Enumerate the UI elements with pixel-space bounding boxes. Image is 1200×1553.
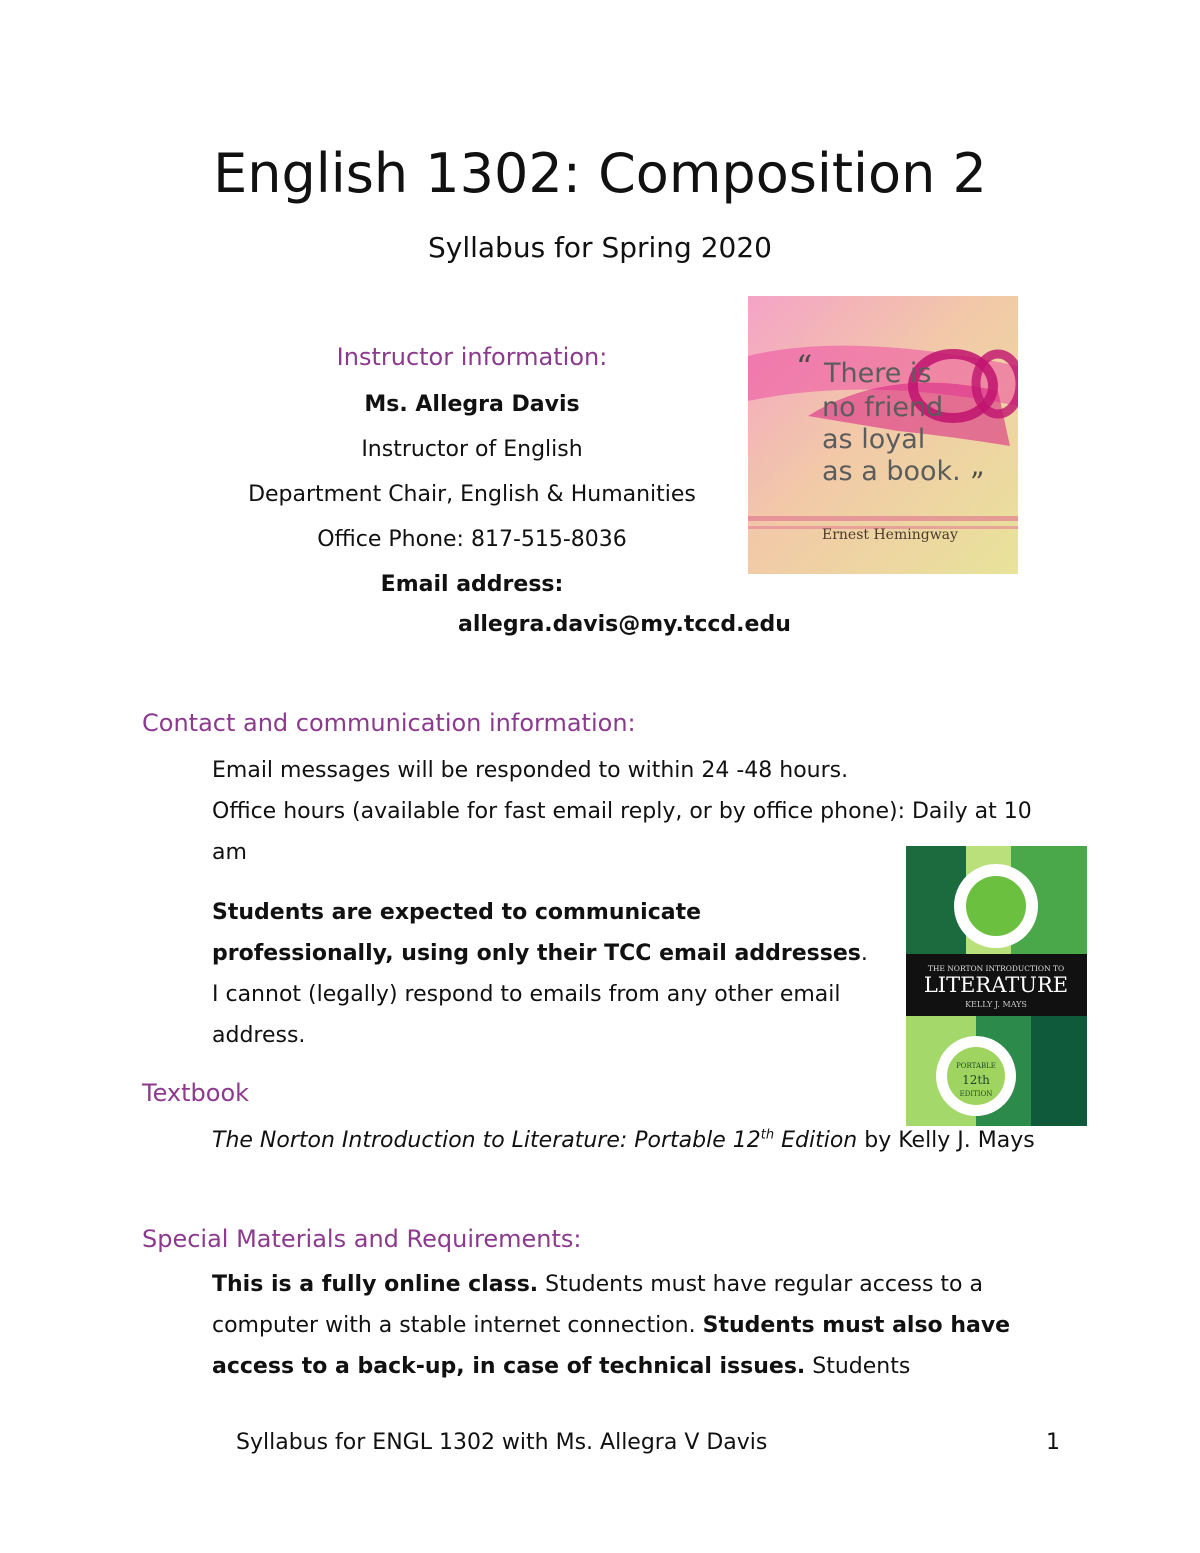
quote-close-mark: ” [970,466,985,499]
quote-author: Ernest Hemingway [822,527,958,543]
instructor-phone: Office Phone: 817-515-8036 [317,527,627,552]
backup-notice: Students must also have access to a back-up, in case of technical issues. [212,1313,1011,1379]
quote-open-mark: “ [796,348,813,386]
textbook-heading: Textbook [142,1079,250,1107]
quote-image-art [748,296,1018,574]
professional-rest-text: . I cannot (legally) respond to emails from any other email address. [212,941,868,1048]
email-label: Email address: [380,572,564,597]
instructor-heading: Instructor information: [336,343,608,371]
instructor-role: Instructor of English [361,437,583,462]
textbook-author: by Kelly J. Mays [857,1128,1035,1153]
office-hours-text: Office hours (available for fast email reply, or by office phone): Daily at 10 am [212,799,1032,865]
response-time-text: Email messages will be responded to within 24 -48 hours. [212,758,849,783]
computer-access-text: Students must have regular access to a computer with a stable internet connection. [212,1272,983,1338]
instructor-department: Department Chair, English & Humanities [248,482,696,507]
quote-line-4: as a book. [822,456,961,487]
instructor-email[interactable]: allegra.davis@my.tccd.edu [458,612,791,637]
hemingway-quote-image [748,296,1018,574]
page-number: 1 [1046,1430,1060,1455]
quote-line-1: There is [824,358,932,389]
instructor-info-block [172,335,772,607]
professional-bold-text: Students are expected to communicate professionally, using only their TCC email addresses [212,900,861,966]
quote-line-3: as loyal [822,424,926,455]
instructor-name: Ms. Allegra Davis [364,392,580,417]
special-materials-body [212,1264,1062,1387]
quote-line-2: no friend [822,392,944,423]
norton-book-cover [906,846,1087,1126]
special-materials-heading: Special Materials and Requirements: [142,1225,582,1253]
textbook-edition: Edition [774,1128,858,1153]
students-trailing-text: Students [805,1354,911,1379]
textbook-title: The Norton Introduction to Literature: Portable 12 [212,1128,761,1153]
contact-heading: Contact and communication information: [142,709,636,737]
professional-communication-text [212,892,872,1056]
cover-edition-word: PORTABLE [956,1062,996,1070]
textbook-citation [212,1120,1052,1161]
book-cover-art [906,846,1087,1126]
cover-author: KELLY J. MAYS [965,1000,1027,1009]
cover-edition-label: EDITION [959,1090,993,1098]
textbook-edition-sup: th [760,1127,775,1143]
cover-edition-number: 12th [962,1073,990,1087]
page-footer: Syllabus for ENGL 1302 with Ms. Allegra V Davis [236,1430,768,1455]
cover-series-text: THE NORTON INTRODUCTION TO [927,964,1065,973]
document-title: English 1302: Composition 2 [213,142,987,205]
online-class-notice: This is a fully online class. [212,1272,539,1297]
cover-main-title: LITERATURE [923,973,1069,997]
document-subtitle: Syllabus for Spring 2020 [428,231,772,264]
